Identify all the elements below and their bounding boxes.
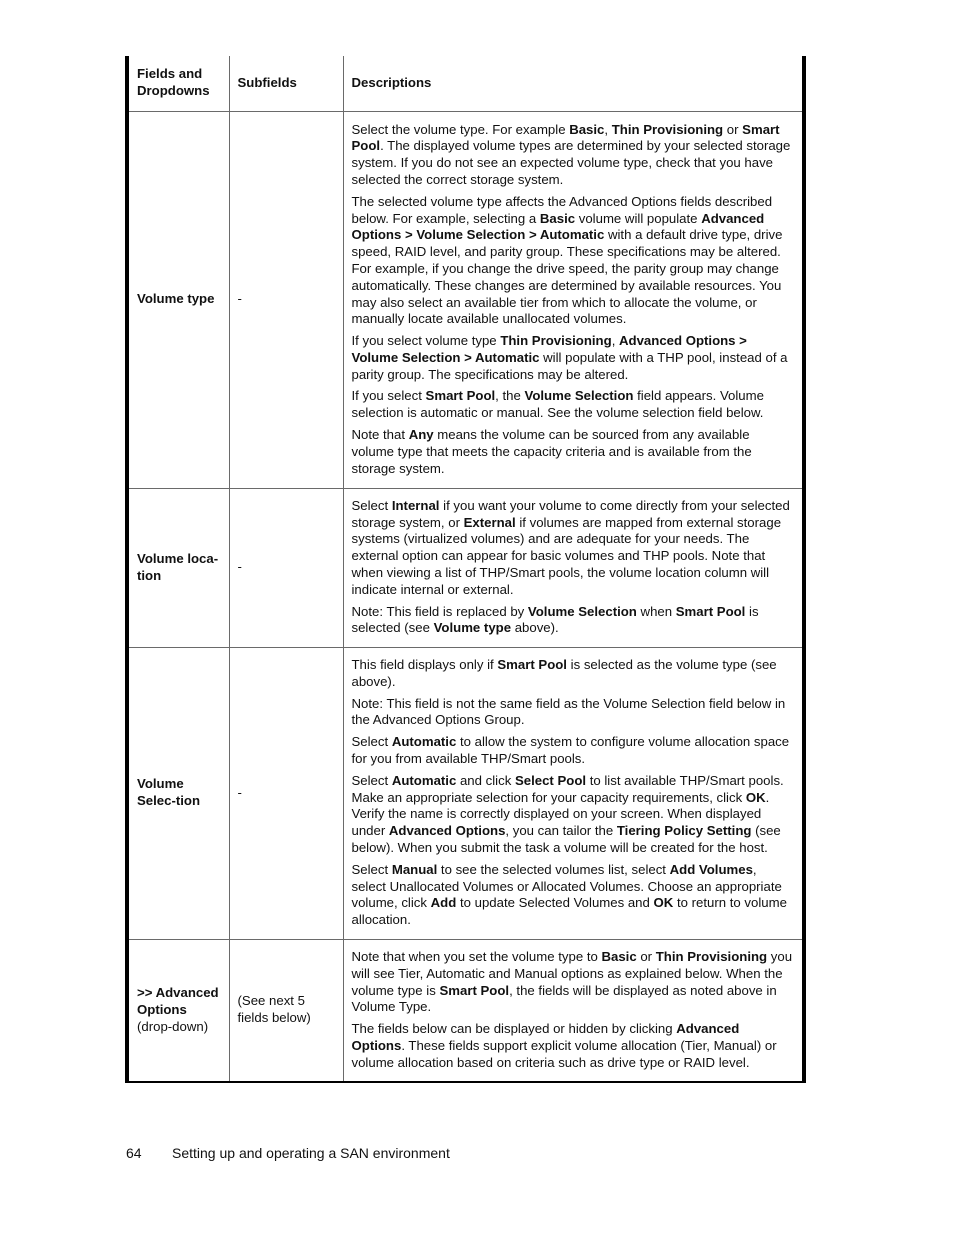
description-paragraph (352, 696, 795, 730)
field-name (127, 939, 229, 1082)
row-volume-selection (127, 647, 804, 939)
description-paragraph (352, 333, 795, 383)
text-run: to allow the system to configure volume allocation space for you from available THP/Smart pools. (351, 734, 790, 766)
text-run: . These fields support explicit volume allocation (Tier, Manual) or volume allocation based on criteria such as drive type or RAID level. (351, 1037, 777, 1070)
text-run: and click (456, 772, 515, 788)
bold-term: Any (408, 427, 434, 443)
description-paragraph (352, 427, 795, 477)
bold-term: Tiering Policy Setting (616, 823, 752, 839)
bold-term: Automatic (391, 772, 457, 788)
field-name: Volume Selec-tion (127, 647, 229, 939)
text-run: is selected (see (351, 603, 759, 636)
bold-term: Internal (391, 497, 440, 513)
text-run: Select (351, 497, 392, 513)
table-header-row (127, 56, 804, 111)
description-paragraph (352, 498, 795, 599)
text-run: when (636, 603, 676, 619)
description-paragraph (352, 773, 795, 857)
description-cell (343, 488, 804, 647)
subfield: - (229, 488, 343, 647)
text-run: Select (351, 734, 392, 750)
text-run: Select (351, 861, 392, 877)
text-run: to update Selected Volumes and (456, 895, 654, 911)
text-run: means the volume can be sourced from any available volume type that meets the capacity criteria and is available from the storage system. (351, 427, 752, 476)
description-paragraph (352, 1021, 795, 1071)
text-run: The selected volume type affects the Advanced Options fields described below. For example, selecting a (351, 193, 773, 226)
field-name: Volume loca-tion (127, 488, 229, 647)
text-run: field appears. Volume selection is automatic or manual. See the volume selection field below. (351, 388, 764, 421)
description-cell (343, 939, 804, 1082)
text-run: , the (495, 388, 525, 404)
page-footer (126, 1145, 450, 1161)
text-run: Note that when you set the volume type to (351, 948, 602, 964)
text-run: Select (351, 772, 392, 788)
description-paragraph (352, 734, 795, 768)
bold-term: Smart Pool (675, 603, 746, 619)
text-run: to return to volume allocation. (351, 895, 787, 928)
row-advanced-options (127, 939, 804, 1082)
field-description-table (125, 56, 806, 1083)
bold-term: OK (653, 895, 674, 911)
text-run: to see the selected volumes list, select (437, 861, 670, 877)
text-run: above). (511, 620, 559, 636)
text-run: or (636, 948, 656, 964)
row-volume-type (127, 111, 804, 488)
text-run: Note that (351, 427, 409, 443)
description-paragraph (352, 604, 795, 638)
bold-term: External (463, 514, 516, 530)
bold-term: Smart Pool (351, 121, 780, 154)
bold-term: Smart Pool (497, 657, 567, 673)
bold-term: Advanced Options > Volume Selection > Automatic (351, 210, 765, 243)
text-run: This field displays only if (351, 657, 498, 673)
text-run: to list available THP/Smart pools. Make an appropriate selection for your capacity requirements, click (351, 772, 784, 805)
subfield: (See next 5 fields below) (229, 939, 343, 1082)
subfield: - (229, 111, 343, 488)
row-volume-location (127, 488, 804, 647)
description-cell (343, 647, 804, 939)
page-number: 64 (126, 1145, 142, 1161)
bold-term: Volume Selection (527, 603, 637, 619)
bold-term: Select Pool (514, 772, 587, 788)
text-run: If you select (351, 388, 426, 404)
text-run: , select Unallocated Volumes or Allocated Volumes. Choose an appropriate volume, click (351, 861, 782, 911)
bold-term: Advanced Options > Volume Selection > Automatic (351, 333, 747, 365)
description-paragraph (352, 657, 795, 691)
bold-term: Manual (391, 861, 438, 877)
bold-term: Volume Selection (524, 388, 634, 404)
text-run: (see below). When you submit the task a volume will be created for the host. (351, 823, 781, 855)
bold-term: Basic (601, 948, 637, 964)
text-run: , the fields will be displayed as noted above in Volume Type. (351, 982, 777, 1015)
text-run: if volumes are mapped from external storage systems (virtualized volumes) and are adequate for your needs. The external option can appear for basic volumes and THP pools. Note that when viewing a list of THP/Smart pools, the volume location column will indicate internal or external. (351, 514, 782, 597)
text-run: is selected as the volume type (see above). (351, 657, 777, 689)
text-run: volume will populate (575, 210, 702, 226)
bold-term: Thin Provisioning (500, 333, 612, 349)
footer-section-title: Setting up and operating a SAN environment (172, 1145, 450, 1161)
header-fields-and-dropdowns: Fields and Dropdowns (127, 56, 229, 111)
text-run: Note: This field is not the same field as the Volume Selection field below in the Advanced Options Group. (351, 695, 786, 728)
text-run: with a default drive type, drive speed, RAID level, and parity group. These specifications may be altered. For example, if you change the drive speed, the parity group may change automatically. These changes are determined by available resources. You may also select an available tier from which to allocate the volume, or manually locate available unallocated volumes. (351, 227, 783, 327)
bold-term: Volume type (433, 620, 512, 636)
field-name: Volume type (127, 111, 229, 488)
field-name-bold: >> Advanced Options (137, 985, 219, 1017)
bold-term: Advanced Options (351, 1021, 740, 1053)
text-run: , (604, 121, 612, 137)
text-run: if you want your volume to come directly from your selected storage system, or (351, 497, 790, 530)
bold-term: Smart Pool (425, 388, 496, 404)
description-paragraph (352, 862, 795, 929)
text-run: Note: This field is replaced by (351, 603, 528, 619)
text-run: , (611, 333, 620, 349)
text-run: Select the volume type. For example (351, 121, 570, 137)
text-run: or (723, 121, 743, 137)
header-subfields: Subfields (229, 56, 343, 111)
bold-term: Thin Provisioning (611, 121, 724, 137)
description-cell (343, 111, 804, 488)
description-paragraph (352, 194, 795, 328)
text-run: The fields below can be displayed or hidden by clicking (351, 1021, 677, 1037)
bold-term: Thin Provisioning (655, 948, 768, 964)
description-paragraph (352, 388, 795, 422)
text-run: If you select volume type (351, 333, 501, 349)
text-run: , you can tailor the (505, 823, 617, 839)
text-run: . The displayed volume types are determined by your selected storage system. If you do not see an expected volume type, check that you have selected the correct storage system. (351, 138, 791, 187)
field-name-suffix: (drop-down) (137, 1018, 209, 1034)
subfield: - (229, 647, 343, 939)
text-run: . Verify the name is correctly displayed on your screen. When displayed under (351, 789, 770, 839)
bold-term: Basic (569, 121, 605, 137)
description-paragraph (352, 122, 795, 189)
bold-term: Advanced Options (388, 823, 506, 839)
description-paragraph (352, 949, 795, 1016)
bold-term: Basic (539, 210, 576, 226)
text-run: you will see Tier, Automatic and Manual options as explained below. When the volume type is (351, 948, 793, 998)
bold-term: Automatic (391, 734, 457, 750)
bold-term: OK (745, 789, 766, 805)
bold-term: Add (430, 895, 457, 911)
bold-term: Smart Pool (439, 982, 510, 998)
bold-term: Add Volumes (669, 861, 753, 877)
text-run: will populate with a THP pool, instead of a parity group. The specifications may be altered. (351, 349, 788, 382)
header-descriptions: Descriptions (343, 56, 804, 111)
